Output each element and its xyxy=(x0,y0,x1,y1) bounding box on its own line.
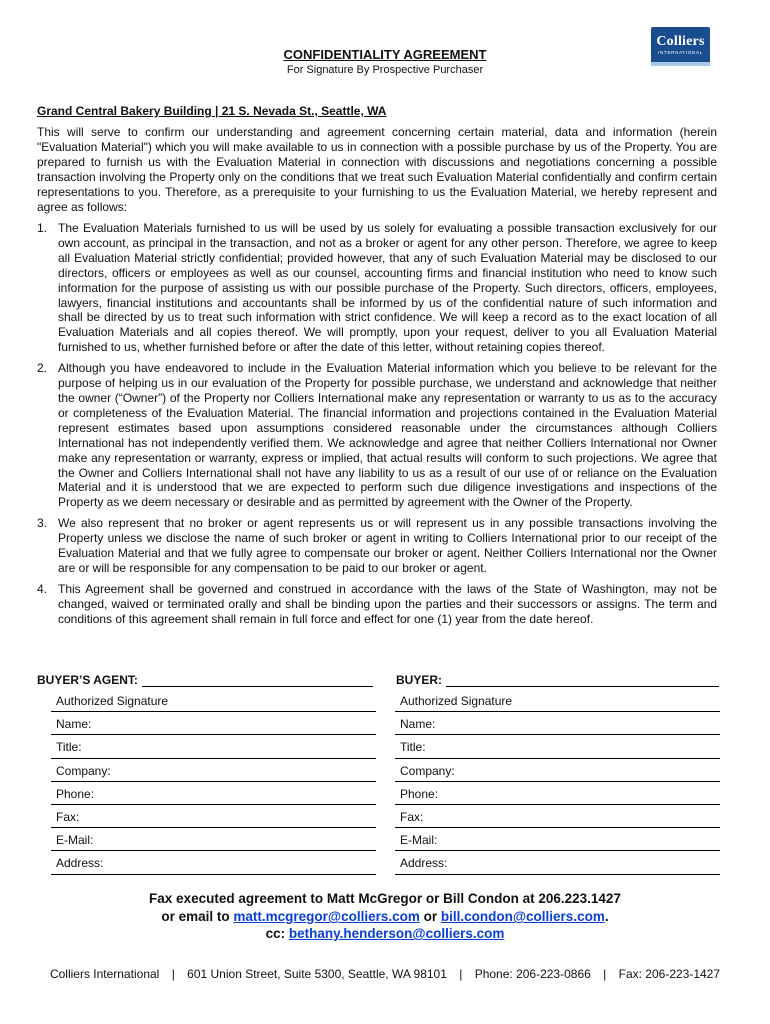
footer-fax: Fax: 206-223-1427 xyxy=(618,967,721,981)
buyer-signature-block xyxy=(395,689,720,875)
agent-name-field[interactable]: Name: xyxy=(51,712,376,735)
email-link-bill[interactable]: bill.condon@colliers.com xyxy=(440,909,605,924)
logo-brand: Colliers xyxy=(656,34,705,49)
buyers-agent-heading xyxy=(37,673,373,687)
buyers-agent-line[interactable] xyxy=(142,674,373,687)
footer-address: 601 Union Street, Suite 5300, Seattle, WA 98101 xyxy=(187,967,447,981)
agent-company-field[interactable]: Company: xyxy=(51,759,376,782)
buyer-address-field[interactable]: Address: xyxy=(395,851,720,874)
buyers-agent-label: BUYER’S AGENT: xyxy=(37,673,138,687)
clause-text: We also represent that no broker or agent represents us or will represent us in any possible transactions involving the Property unless we disclose the name of such broker or agent in writing to Colliers International prior to our receipt of the Evaluation Material and that we fully agree to compensate our broker or agent. Neither Colliers International nor the Owner are or will be responsible for any compensation to be paid to our broker or agent. xyxy=(58,516,717,575)
clause-list xyxy=(37,221,717,633)
agent-authorized-signature-field[interactable]: Authorized Signature xyxy=(51,689,376,712)
footer-separator: | xyxy=(603,967,607,981)
cc-instruction: cc: bethany.henderson@colliers.com xyxy=(265,926,505,941)
email-link-matt[interactable]: matt.mcgregor@colliers.com xyxy=(233,909,420,924)
fax-instruction: Fax executed agreement to Matt McGregor or Bill Condon at 206.223.1427 xyxy=(149,891,621,906)
clause-item xyxy=(37,582,717,627)
clause-number: 1. xyxy=(37,221,48,235)
clause-text: The Evaluation Materials furnished to us will be used by us solely for evaluating a possible transaction exclusively for our own account, as principal in the transaction, and not as a broker or agent for any other person. Therefore, we agree to keep all Evaluation Material strictly confidential; provided however, that any of such Evaluation Material may be disclosed to our directors, officers or employees as well as our counsel, accounting firms and financial institution who need to know such information for the purpose of assisting us with our possible purchase of the Property. Such directors, officers, employees, lawyers, financial institutions and accountants shall be informed by us of the confidential nature of such information and shall be directed by us to treat such information with strict confidence. We will keep a record as to the exact location of all Evaluation Materials and all copies thereof. We will promptly, upon your request, deliver to you all Evaluation Material furnished to us, whether furnished before or after the date of this letter, without retaining copies thereof. xyxy=(58,221,717,355)
page-footer xyxy=(0,967,770,981)
buyers-agent-signature-block xyxy=(51,689,376,875)
agent-fax-field[interactable]: Fax: xyxy=(51,805,376,828)
clause-item xyxy=(37,221,717,355)
buyer-name-field[interactable]: Name: xyxy=(395,712,720,735)
intro-paragraph: This will serve to confirm our understanding and agreement concerning certain material, data and information (herein "Evaluation Material") which you will make available to us in connection with a possible purchase by us of the Property. You are prepared to furnish us with the Evaluation Material in connection with discussions and negotiations concerning a possible transaction involving the Property only on the conditions that we treat such Evaluation Material confidentially and confirm certain representations to you. Therefore, as a prerequisite to your furnishing to us the Evaluation Material, we hereby represent and agree as follows: xyxy=(37,125,717,214)
email-instruction: or email to matt.mcgregor@colliers.com or bill.condon@colliers.com. xyxy=(161,909,609,924)
buyer-heading xyxy=(396,673,719,687)
buyer-title-field[interactable]: Title: xyxy=(395,735,720,758)
property-heading: Grand Central Bakery Building | 21 S. Nevada St., Seattle, WA xyxy=(37,104,387,118)
document-title: CONFIDENTIALITY AGREEMENT xyxy=(283,47,487,62)
buyer-fax-field[interactable]: Fax: xyxy=(395,805,720,828)
email-link-bethany[interactable]: bethany.henderson@colliers.com xyxy=(288,926,505,941)
agent-email-field[interactable]: E-Mail: xyxy=(51,828,376,851)
footer-phone: Phone: 206-223-0866 xyxy=(474,967,591,981)
footer-company: Colliers International xyxy=(49,967,160,981)
clause-text: This Agreement shall be governed and construed in accordance with the laws of the State of Washington, may not be changed, waived or terminated orally and shall be binding upon the parties and their successors or assigns. The term and conditions of this agreement shall remain in full force and effect for one (1) year from the date hereof. xyxy=(58,581,717,626)
clause-number: 3. xyxy=(37,516,48,531)
clause-number: 2. xyxy=(37,361,48,376)
footer-separator: | xyxy=(459,967,463,981)
agent-title-field[interactable]: Title: xyxy=(51,735,376,758)
footer-separator: | xyxy=(171,967,175,981)
buyer-phone-field[interactable]: Phone: xyxy=(395,782,720,805)
document-subtitle: For Signature By Prospective Purchaser xyxy=(286,64,484,76)
buyer-email-field[interactable]: E-Mail: xyxy=(395,828,720,851)
buyer-line[interactable] xyxy=(446,674,719,687)
clause-item xyxy=(37,516,717,576)
buyer-company-field[interactable]: Company: xyxy=(395,759,720,782)
buyer-label: BUYER: xyxy=(396,673,443,687)
clause-text: Although you have endeavored to include in the Evaluation Material information which you believe to be relevant for the purpose of helping us in our evaluation of the Property for possible purchase, we understand and acknowledge that neither the owner (“Owner”) of the Property nor Colliers International make any representation or warranty to us as to the accuracy or completeness of the Evaluation Material. The financial information and projections contained in the Evaluation Material represent estimates based upon assumptions considered reasonable under the circumstances although Colliers International has not independently verified them. We acknowledge and agree that neither Colliers International nor Owner make any representation or warranty, express or implied, that actual results will conform to such projections. We agree that the Owner and Colliers International shall not have any liability to us as a result of our use of or reliance on the Evaluation Material and it is understood that we are expected to perform such due diligence investigations and inspections of the Property as we deem necessary or desirable and as permitted by agreement with the Owner of the Property. xyxy=(58,361,717,510)
logo-sub: INTERNATIONAL xyxy=(658,50,703,55)
buyer-authorized-signature-field[interactable]: Authorized Signature xyxy=(395,689,720,712)
agent-phone-field[interactable]: Phone: xyxy=(51,782,376,805)
clause-item xyxy=(37,361,717,510)
clause-number: 4. xyxy=(37,581,48,596)
agent-address-field[interactable]: Address: xyxy=(51,851,376,874)
